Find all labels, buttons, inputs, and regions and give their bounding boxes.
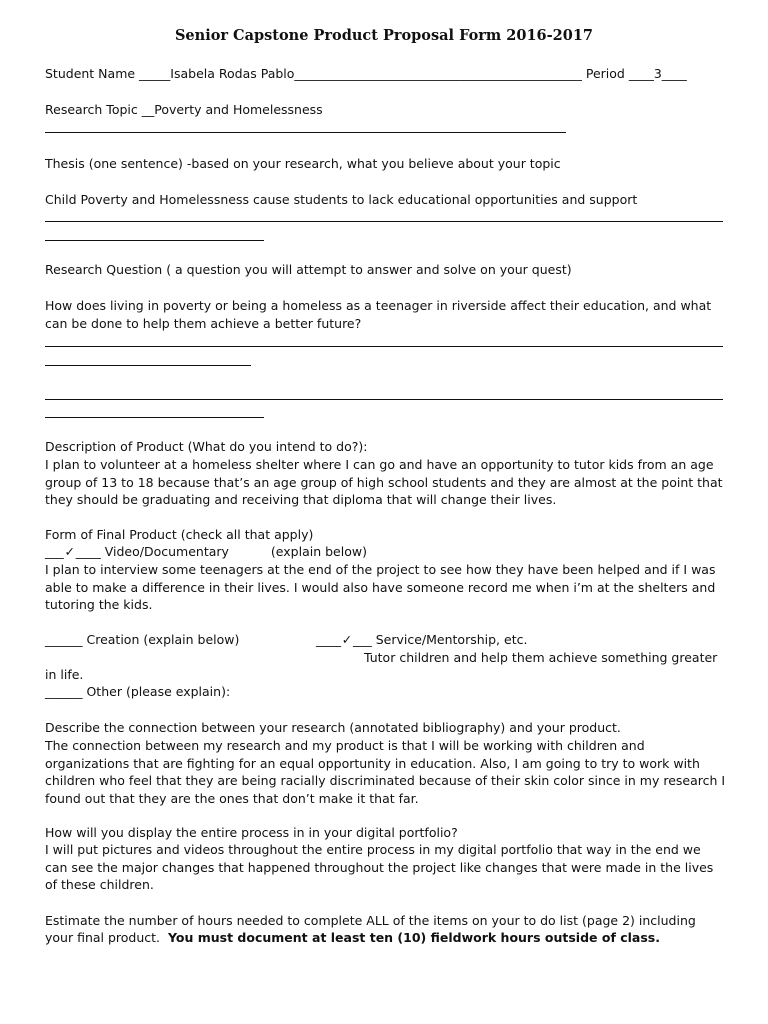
research-topic-underline <box>45 132 566 133</box>
video-check-mark: ✓ <box>64 544 75 559</box>
hours-prompt-line1: Estimate the number of hours needed to complete ALL of the items on your to do list (page 2) including <box>45 913 696 928</box>
connection-answer: The connection between my research and my product is that I will be working with children and organizations that are fighting for an equal opportunity in education. Also, I am going to try to work with children who feel that they are being racially discriminated because of their skin color since in my research I found out that they are the ones that don’t make it that far. <box>45 738 726 806</box>
thesis-underline-1 <box>45 221 723 222</box>
service-answer-line1: Tutor children and help them achieve something greater <box>364 650 718 665</box>
service-mentorship-option <box>316 631 527 649</box>
video-explain-note: (explain below) <box>270 544 367 559</box>
question-underline-4 <box>45 417 264 418</box>
description-prompt: Description of Product (What do you intend to do?): <box>45 439 368 454</box>
video-documentary-option <box>45 543 367 561</box>
thesis-answer: Child Poverty and Homelessness cause students to lack educational opportunities and support <box>45 192 638 207</box>
research-topic-line: Research Topic __Poverty and Homelessness <box>45 102 323 117</box>
hours-prompt-line2 <box>45 929 660 947</box>
final-product-prompt: Form of Final Product (check all that apply) <box>45 527 314 542</box>
research-question-prompt: Research Question ( a question you will attempt to answer and solve on your quest) <box>45 262 572 277</box>
other-option: ______ Other (please explain): <box>45 684 231 699</box>
video-blank-before: ___ <box>45 544 64 559</box>
display-answer: I will put pictures and videos throughout the entire process in my digital portfolio that way in the end we can see the major changes that happened throughout the project like changes that were made in the lives of these children. <box>45 842 714 892</box>
student-name-line: Student Name _____Isabela Rodas Pablo______________________________________________ Period ____3____ <box>45 66 687 81</box>
thesis-prompt: Thesis (one sentence) -based on your research, what you believe about your topic <box>45 156 561 171</box>
thesis-underline-2 <box>45 240 264 241</box>
service-option-label: ___ Service/Mentorship, etc. <box>353 632 528 647</box>
creation-option: ______ Creation (explain below) <box>45 632 240 647</box>
video-answer: I plan to interview some teenagers at the end of the project to see how they have been helped and if I was able to make a difference in their lives. I would also have someone record me when i’m at the shelters and tutoring the kids. <box>45 562 716 612</box>
form-title: Senior Capstone Product Proposal Form 2016-2017 <box>174 27 594 44</box>
video-option-label: ____ Video/Documentary <box>75 544 229 559</box>
display-prompt: How will you display the entire process in in your digital portfolio? <box>45 825 458 840</box>
hours-requirement-bold: You must document at least ten (10) fieldwork hours outside of class. <box>168 930 660 945</box>
service-check-mark: ✓ <box>341 632 353 647</box>
research-question-answer: How does living in poverty or being a homeless as a teenager in riverside affect their education, and what can be done to help them achieve a better future? <box>45 298 712 331</box>
question-underline-3 <box>45 399 723 400</box>
connection-prompt: Describe the connection between your research (annotated bibliography) and your product. <box>45 720 621 735</box>
service-answer-line2: in life. <box>45 667 84 682</box>
question-underline-1 <box>45 346 723 347</box>
hours-prompt-text: your final product. <box>45 930 161 945</box>
description-answer: I plan to volunteer at a homeless shelter where I can go and have an opportunity to tutor kids from an age group of 13 to 18 because that’s an age group of high school students and they are almost at the point that they should be graduating and receiving that diploma that will change their lives. <box>45 457 723 507</box>
question-underline-2 <box>45 365 251 366</box>
service-blank-before: ____ <box>316 632 341 647</box>
